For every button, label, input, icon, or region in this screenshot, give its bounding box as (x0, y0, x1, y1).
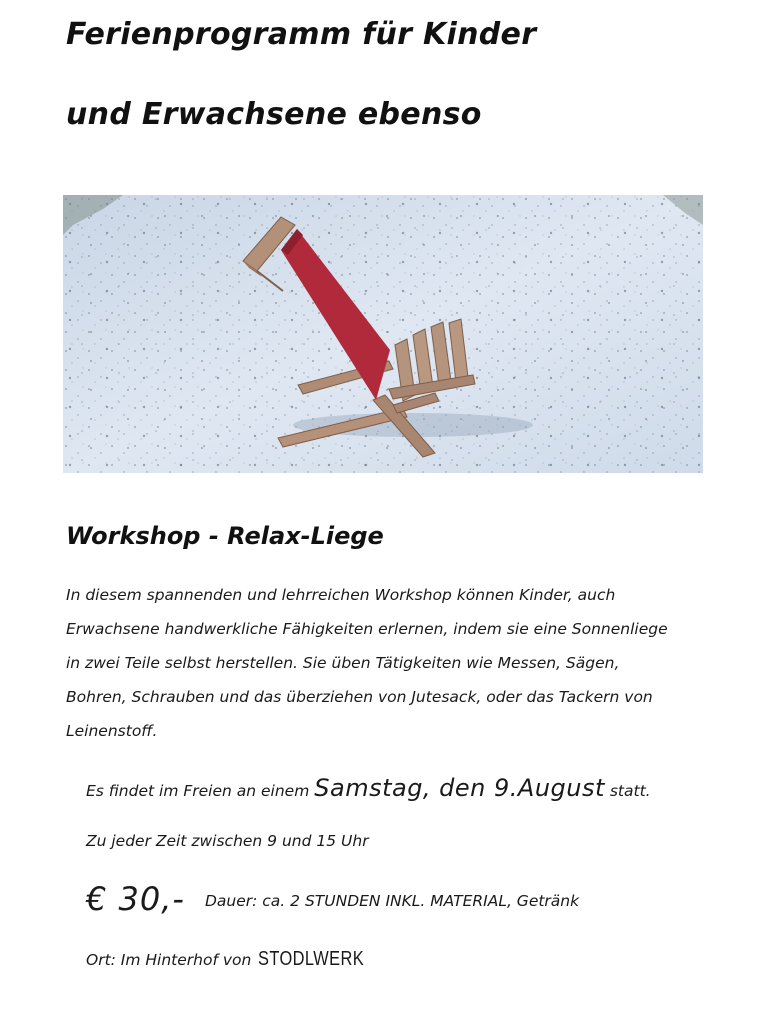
event-time: Zu jeder Zeit zwischen 9 und 15 Uhr (86, 832, 369, 850)
brand-logo-text: STODLWERK (258, 948, 365, 970)
event-location (86, 948, 388, 971)
description-line: In diesem spannenden und lehrreichen Workshop können Kinder, auch (66, 586, 616, 604)
date-prefix: Es findet im Freien an einem (86, 782, 315, 800)
duration: Dauer: ca. 2 STUNDEN INKL. MATERIAL, Getränk (204, 892, 580, 910)
date-highlight: Samstag, den 9.August (314, 774, 605, 802)
price-row (86, 880, 579, 918)
relax-lounger-photo (63, 195, 703, 473)
price: € 30,- (86, 880, 185, 918)
description-line: Leinenstoff. (66, 722, 158, 740)
workshop-title: Workshop - Relax-Liege (66, 522, 384, 550)
page-title-line-1: Ferienprogramm für Kinder (66, 17, 537, 52)
description-line: Erwachsene handwerkliche Fähigkeiten erlernen, indem sie eine Sonnenliege (66, 620, 668, 638)
description-line: Bohren, Schrauben und das überziehen von Jutesack, oder das Tackern von (66, 688, 653, 706)
event-date (86, 774, 651, 802)
place-prefix: Ort: Im Hinterhof von (86, 951, 257, 969)
description-line: in zwei Teile selbst herstellen. Sie üben Tätigkeiten wie Messen, Sägen, (66, 654, 620, 672)
page-title-line-2: und Erwachsene ebenso (66, 97, 482, 132)
date-suffix: statt. (604, 782, 651, 800)
